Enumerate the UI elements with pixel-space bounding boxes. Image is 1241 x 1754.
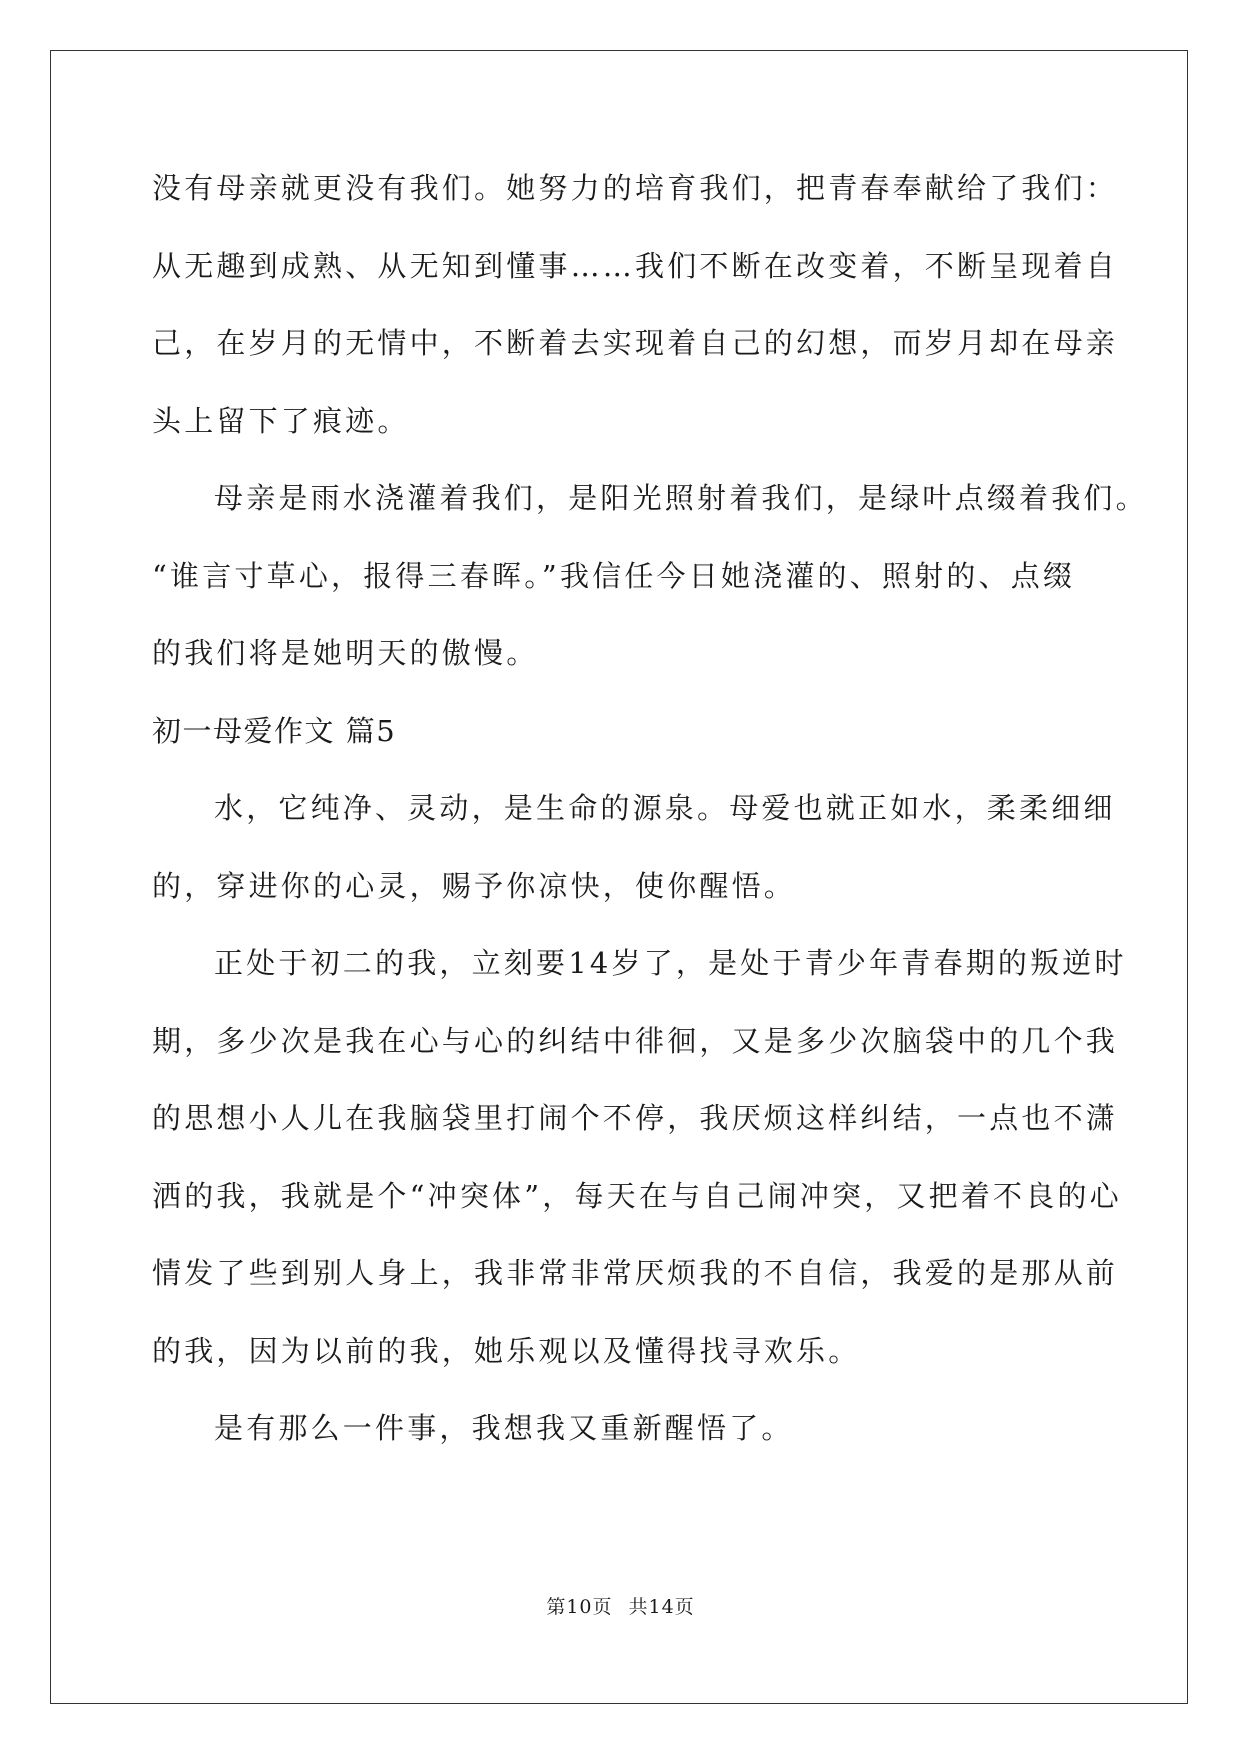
text-line: 是有那么一件事，我想我又重新醒悟了。 (214, 1411, 794, 1445)
document-body (152, 150, 1148, 1468)
text-line: 母亲是雨水浇灌着我们，是阳光照射着我们，是绿叶点缀着我们。 (214, 481, 1148, 515)
text-line: 的我们将是她明天的傲慢。 (152, 636, 539, 670)
text-line: 洒的我，我就是个“冲突体”，每天在与自己闹冲突，又把着不良的心 (152, 1178, 1122, 1213)
text-line: 的思想小人儿在我脑袋里打闹个不停，我厌烦这样纠结，一点也不潇 (152, 1101, 1119, 1135)
text-line: 期，多少次是我在心与心的纠结中徘徊，又是多少次脑袋中的几个我 (152, 1023, 1119, 1058)
text-line: 头上留下了痕迹。 (152, 403, 410, 438)
current-page-number: 第10页 (546, 1596, 613, 1618)
text-line: 正处于初二的我，立刻要14岁了，是处于青少年青春期的叛逆时 (214, 946, 1127, 980)
text-line: 从无趣到成熟、从无知到懂事……我们不断在改变着，不断呈现着自 (152, 248, 1119, 283)
text-line: 己，在岁月的无情中，不断着去实现着自己的幻想，而岁月却在母亲 (152, 326, 1119, 360)
section-heading: 初一母爱作文 篇5 (152, 713, 397, 748)
text-line: 的我，因为以前的我，她乐观以及懂得找寻欢乐。 (152, 1333, 861, 1368)
text-line: 的，穿进你的心灵，赐予你凉快，使你醒悟。 (152, 868, 797, 903)
text-line: “谁言寸草心，报得三春晖。”我信任今日她浇灌的、照射的、点缀 (152, 558, 1076, 593)
total-pages: 共14页 (628, 1596, 695, 1618)
page-footer (0, 1592, 1241, 1619)
text-line: 情发了些到别人身上，我非常非常厌烦我的不自信，我爱的是那从前 (152, 1256, 1119, 1290)
text-line: 水，它纯净、灵动，是生命的源泉。母爱也就正如水，柔柔细细 (214, 791, 1116, 825)
text-line: 没有母亲就更没有我们。她努力的培育我们，把青春奉献给了我们： (152, 171, 1119, 205)
